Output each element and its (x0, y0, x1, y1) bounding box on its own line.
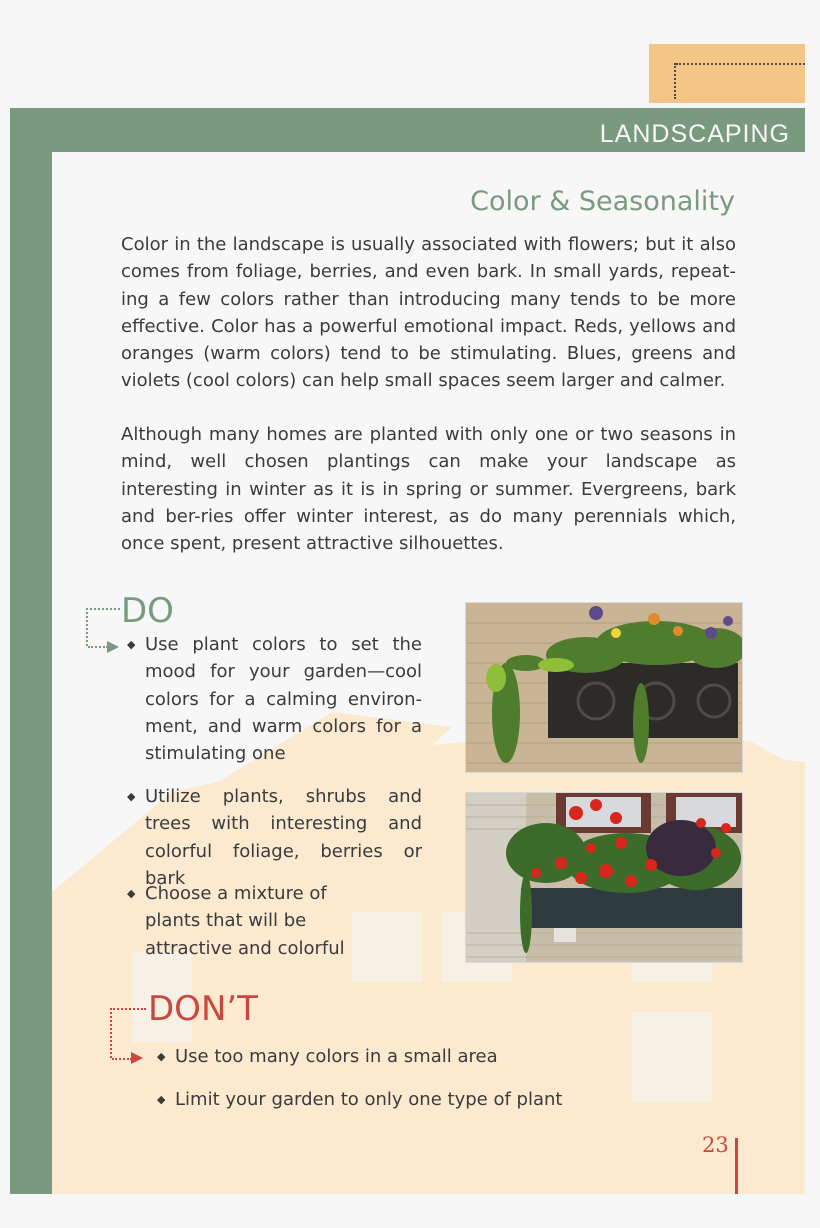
page-number: 23 (702, 1133, 729, 1157)
bullet-diamond-icon: ◆ (127, 638, 136, 651)
do-list-item (127, 631, 422, 767)
corner-tab-dotted-line-vertical (674, 63, 676, 99)
side-band (10, 108, 52, 1194)
paragraph-seasonality: Although many homes are planted with only one or two seasons in mind, well chosen plantings can make your landscape as interesting in winter as it is in spring or summer. Evergreens, bark and ber-ries offer winter interest, as do many perennials which, once spent, present attractive silhouettes. (121, 424, 736, 555)
do-item-text: Use plant colors to set the mood for your garden—cool colors for a calming environ-ment, and warm colors for a stimulating one (145, 634, 422, 765)
window-box-photo-cool (465, 602, 743, 773)
dont-item-text: Limit your garden to only one type of plant (175, 1089, 563, 1110)
do-item-text: Utilize plants, shrubs and trees with interesting and colorful foliage, berries or bark (145, 786, 422, 889)
corner-tab-dotted-line (676, 63, 805, 65)
article-subtitle: Color & Seasonality (470, 186, 735, 217)
bullet-diamond-icon: ◆ (157, 1050, 166, 1063)
do-connector-line (86, 608, 120, 610)
bullet-diamond-icon: ◆ (127, 887, 136, 900)
bullet-diamond-icon: ◆ (127, 790, 136, 803)
paragraph-color: Color in the landscape is usually associated with flowers; but it also comes from foliage, berries, and even bark. In small yards, repeat-ing a few colors rather than introducing many tends to be more effective. Color has a powerful emotional impact. Reds, yellows and oranges (warm colors) tend to be stimulating. Blues, greens and violets (cool colors) can help small spaces seem larger and calmer. (121, 234, 736, 392)
arrow-right-icon (131, 1052, 143, 1064)
do-item-text: Choose a mixture of plants that will be attractive and colorful (145, 883, 345, 959)
dont-list-item (157, 1043, 575, 1070)
do-list-item (127, 880, 385, 962)
dont-heading: DON’T (148, 989, 258, 1029)
arrow-right-icon (107, 641, 119, 653)
bullet-diamond-icon: ◆ (157, 1093, 166, 1106)
dont-item-text: Use too many colors in a small area (175, 1046, 498, 1067)
window-box-photo-warm (465, 792, 743, 963)
dont-connector-line-vertical (110, 1008, 112, 1058)
do-connector-line-vertical (86, 608, 88, 646)
do-connector-line-bottom (88, 646, 108, 648)
dont-connector-line-bottom (112, 1058, 132, 1060)
section-title: LANDSCAPING (599, 120, 790, 148)
do-heading: DO (121, 591, 174, 631)
dont-list-item (157, 1086, 595, 1113)
corner-tab (649, 44, 805, 103)
page-number-rule (735, 1138, 738, 1194)
do-list-item (127, 783, 422, 892)
dont-connector-line (110, 1008, 146, 1010)
